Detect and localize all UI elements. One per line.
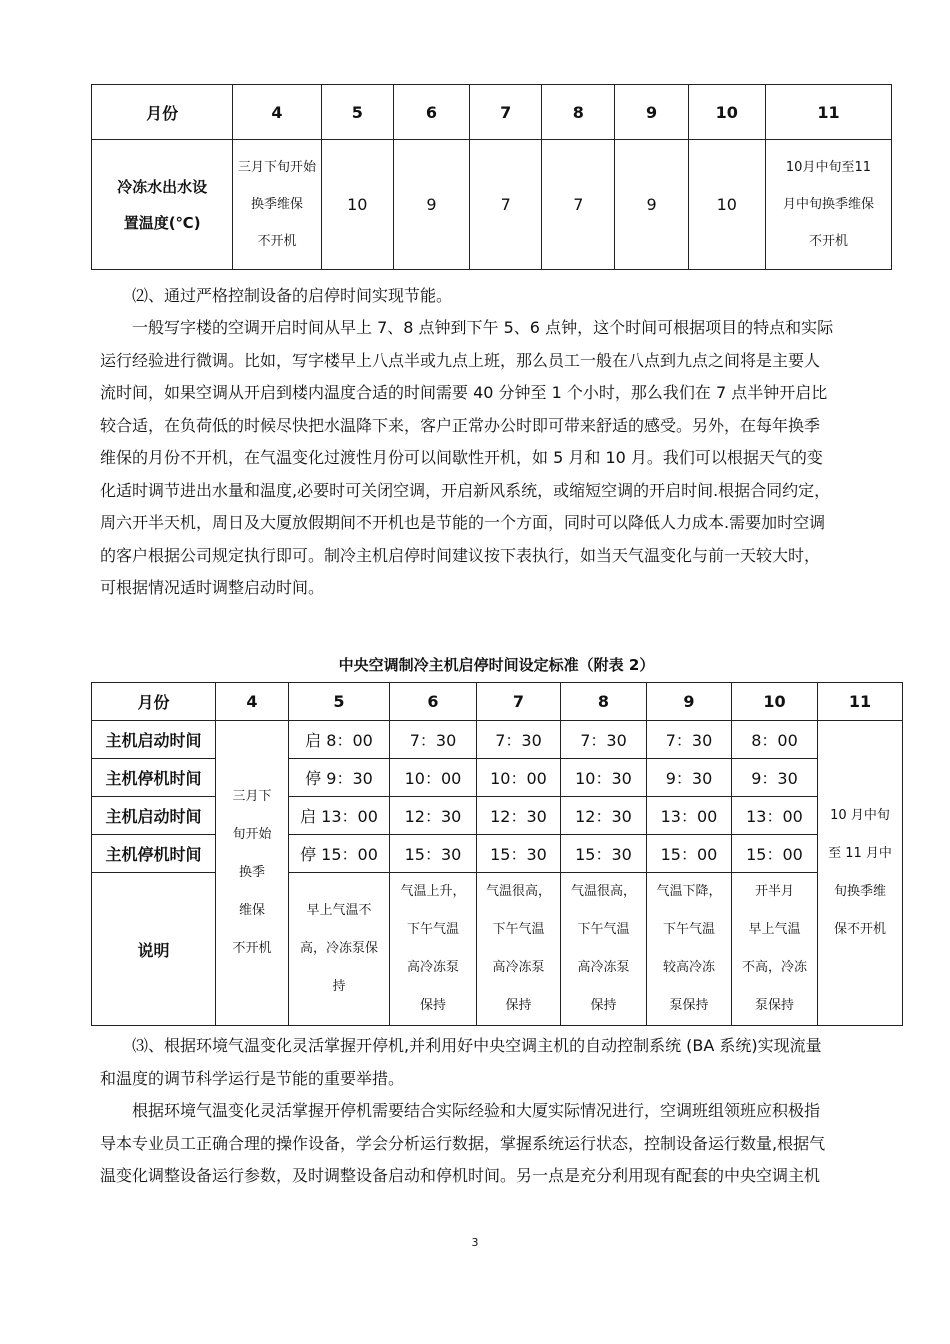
desc-line: 高冷冻泵 bbox=[406, 960, 459, 975]
desc-line: 开半月 bbox=[754, 884, 794, 899]
table2-cell: 15：00 bbox=[647, 835, 732, 873]
table2-header-cell: 5 bbox=[289, 683, 390, 721]
table1-note-end bbox=[765, 140, 891, 270]
table1-header-cell: 7 bbox=[470, 85, 542, 140]
table2-note-start bbox=[216, 721, 289, 1026]
table2-desc-cell bbox=[289, 873, 390, 1026]
table2-header-cell: 8 bbox=[561, 683, 647, 721]
table2-cell: 8：00 bbox=[732, 721, 818, 759]
text-line: 周六开半天机，周日及大厦放假期间不开机也是节能的一个方面，同时可以降低人力成本.需要加时空调 bbox=[100, 513, 826, 532]
desc-line: 早上气温 bbox=[748, 922, 801, 937]
table2-desc-cell bbox=[732, 873, 818, 1026]
desc-line: 较高冷冻 bbox=[662, 960, 715, 975]
table1-header-row bbox=[92, 85, 892, 140]
table1-header-cell: 9 bbox=[615, 85, 688, 140]
desc-line: 早上气温不 bbox=[306, 903, 372, 918]
table2-cell: 9：30 bbox=[647, 759, 732, 797]
paragraph-control-start-stop: ⑵、通过严格控制设备的启停时间实现节能。 bbox=[132, 286, 453, 305]
table2-cell: 15：30 bbox=[477, 835, 561, 873]
note-line: 不开机 bbox=[257, 234, 297, 249]
text-line: ⑶、根据环境气温变化灵活掌握开停机,并利用好中央空调主机的自动控制系统 (BA 系统)实现流量 bbox=[132, 1036, 822, 1055]
desc-line: 保持 bbox=[419, 998, 446, 1013]
desc-line: 气温很高， bbox=[570, 884, 636, 899]
table2-cell: 10：30 bbox=[561, 759, 647, 797]
table2-header-cell: 6 bbox=[390, 683, 477, 721]
table2-header-cell: 7 bbox=[477, 683, 561, 721]
table2-cell: 7：30 bbox=[477, 721, 561, 759]
desc-line: 下午气温 bbox=[406, 922, 459, 937]
desc-line: 保持 bbox=[505, 998, 532, 1013]
table2-cell: 7：30 bbox=[390, 721, 477, 759]
table1-header-cell: 5 bbox=[321, 85, 393, 140]
table1-header-cell: 6 bbox=[393, 85, 469, 140]
table2-header-cell: 9 bbox=[647, 683, 732, 721]
note-line: 10 月中旬 bbox=[830, 808, 890, 823]
table1-value-cell: 9 bbox=[393, 140, 469, 270]
table2-row-label: 主机启动时间 bbox=[92, 721, 216, 759]
table2-cell: 15：30 bbox=[390, 835, 477, 873]
table2-desc-cell bbox=[390, 873, 477, 1026]
table1-header-cell: 10 bbox=[688, 85, 765, 140]
text-line: 导本专业员工正确合理的操作设备，学会分析运行数据，掌握系统运行状态，控制设备运行数量,根据气 bbox=[100, 1134, 826, 1153]
table2-desc-cell bbox=[561, 873, 647, 1026]
table2-header-cell: 4 bbox=[216, 683, 289, 721]
table1-header-cell: 8 bbox=[542, 85, 615, 140]
table2-cell: 9：30 bbox=[732, 759, 818, 797]
table2-note-end bbox=[818, 721, 903, 1026]
label-line: 置温度(℃) bbox=[123, 213, 201, 232]
table2-row bbox=[92, 835, 903, 873]
text-line: 根据环境气温变化灵活掌握开停机需要结合实际经验和大厦实际情况进行，空调班组领班应积极指 bbox=[132, 1101, 821, 1120]
table1-note-start bbox=[233, 140, 321, 270]
note-line: 10月中旬至11 bbox=[785, 160, 871, 175]
text-line: 的客户根据公司规定执行即可。制冷主机启停时间建议按下表执行，如当天气温变化与前一天较大时， bbox=[100, 546, 821, 565]
table2-desc-row bbox=[92, 873, 903, 1026]
text-line: 运行经验进行微调。比如，写字楼早上八点半或九点上班，那么员工一般在八点到九点之间将是主要人 bbox=[100, 351, 821, 370]
table1-data-row bbox=[92, 140, 892, 270]
table2-cell: 13：00 bbox=[647, 797, 732, 835]
note-line: 三月下 bbox=[232, 789, 272, 804]
note-line: 旬换季维 bbox=[833, 884, 886, 899]
text-line: 流时间，如果空调从开启到楼内温度合适的时间需要 40 分钟至 1 个小时，那么我们在 7 点半钟开启比 bbox=[100, 383, 828, 402]
desc-line: 气温上升， bbox=[400, 884, 466, 899]
page-number: 3 bbox=[471, 1236, 479, 1249]
text-line: 和温度的调节科学运行是节能的重要举措。 bbox=[100, 1069, 405, 1088]
table1-value-cell: 10 bbox=[321, 140, 393, 270]
text-line: 可根据情况适时调整启动时间。 bbox=[100, 578, 325, 597]
text-line: 温变化调整设备运行参数，及时调整设备启动和停机时间。另一点是充分利用现有配套的中央空调主机 bbox=[100, 1166, 821, 1185]
label-line: 冷冻水出水设 bbox=[117, 177, 208, 196]
water-temperature-table bbox=[91, 84, 892, 270]
table2-cell: 12：30 bbox=[477, 797, 561, 835]
desc-line: 泵保持 bbox=[754, 998, 794, 1013]
note-line: 换季维保 bbox=[250, 197, 303, 212]
note-line: 维保 bbox=[238, 903, 265, 918]
note-line: 换季 bbox=[238, 865, 265, 880]
table2-cell: 10：00 bbox=[477, 759, 561, 797]
table2-header-cell: 10 bbox=[732, 683, 818, 721]
desc-line: 不高，冷冻 bbox=[741, 960, 807, 975]
note-line: 不开机 bbox=[232, 941, 272, 956]
note-line: 至 11 月中 bbox=[828, 846, 892, 861]
table1-header-cell: 月份 bbox=[92, 85, 233, 140]
table2-desc-cell bbox=[477, 873, 561, 1026]
table2-cell: 10：00 bbox=[390, 759, 477, 797]
table1-header-cell: 4 bbox=[233, 85, 321, 140]
table2-row bbox=[92, 797, 903, 835]
note-line: 保不开机 bbox=[833, 922, 886, 937]
text-line: 化适时调节进出水量和温度,必要时可关闭空调，开启新风系统，或缩短空调的开启时间.根据合同约定， bbox=[100, 481, 831, 500]
table2-cell: 15：00 bbox=[732, 835, 818, 873]
desc-line: 高冷冻泵 bbox=[492, 960, 545, 975]
table1-value-cell: 10 bbox=[688, 140, 765, 270]
text-line: 一般写字楼的空调开启时间从早上 7、8 点钟到下午 5、6 点钟，这个时间可根据项目的特点和实际 bbox=[132, 318, 834, 337]
table2-cell: 启 8：00 bbox=[289, 721, 390, 759]
table2-row-label: 主机停机时间 bbox=[92, 835, 216, 873]
note-line: 不开机 bbox=[808, 234, 848, 249]
table2-cell: 12：30 bbox=[390, 797, 477, 835]
note-line: 旬开始 bbox=[232, 827, 272, 842]
table1-row-label bbox=[92, 140, 233, 270]
table2-row bbox=[92, 759, 903, 797]
desc-line: 下午气温 bbox=[662, 922, 715, 937]
desc-line: 持 bbox=[332, 979, 346, 994]
desc-line: 气温下降， bbox=[656, 884, 722, 899]
note-line: 三月下旬开始 bbox=[237, 160, 316, 175]
table2-cell: 15：30 bbox=[561, 835, 647, 873]
table2-desc-cell bbox=[647, 873, 732, 1026]
table2-cell: 13：00 bbox=[732, 797, 818, 835]
table2-desc-label: 说明 bbox=[92, 873, 216, 1026]
desc-line: 下午气温 bbox=[492, 922, 545, 937]
table2-cell: 7：30 bbox=[561, 721, 647, 759]
table2-header-cell: 月份 bbox=[92, 683, 216, 721]
table2-row-label: 主机停机时间 bbox=[92, 759, 216, 797]
table1-value-cell: 7 bbox=[542, 140, 615, 270]
table2-header-row bbox=[92, 683, 903, 721]
desc-line: 高，冷冻泵保 bbox=[299, 941, 378, 956]
table2-cell: 停 9：30 bbox=[289, 759, 390, 797]
table1-value-cell: 7 bbox=[470, 140, 542, 270]
desc-line: 保持 bbox=[590, 998, 617, 1013]
table2-caption: 中央空调制冷主机启停时间设定标准（附表 2） bbox=[338, 656, 655, 674]
desc-line: 泵保持 bbox=[669, 998, 709, 1013]
table2-cell: 启 13：00 bbox=[289, 797, 390, 835]
table1-header-cell: 11 bbox=[765, 85, 891, 140]
table2-row-label: 主机启动时间 bbox=[92, 797, 216, 835]
table2-header-cell: 11 bbox=[818, 683, 903, 721]
table2-cell: 停 15：00 bbox=[289, 835, 390, 873]
table2-cell: 7：30 bbox=[647, 721, 732, 759]
desc-line: 气温很高， bbox=[485, 884, 551, 899]
text-line: 维保的月份不开机，在气温变化过渡性月份可以间歇性开机，如 5 月和 10 月。我们可以根据天气的变 bbox=[100, 448, 823, 467]
desc-line: 高冷冻泵 bbox=[577, 960, 630, 975]
table2-cell: 12：30 bbox=[561, 797, 647, 835]
chiller-schedule-table bbox=[91, 682, 903, 1026]
desc-line: 下午气温 bbox=[577, 922, 630, 937]
table1-value-cell: 9 bbox=[615, 140, 688, 270]
note-line: 月中旬换季维保 bbox=[782, 197, 874, 212]
text-line: 较合适，在负荷低的时候尽快把水温降下来，客户正常办公时即可带来舒适的感受。另外，在每年换季 bbox=[100, 416, 821, 435]
table2-row bbox=[92, 721, 903, 759]
